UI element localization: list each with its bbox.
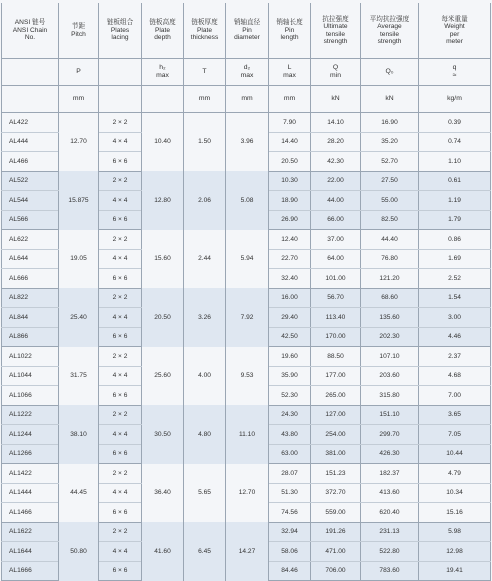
average-tensile-cell: 315.80 xyxy=(361,386,419,406)
plates-lacing-cell: 4 × 4 xyxy=(99,542,142,562)
ultimate-tensile-cell: 191.26 xyxy=(311,522,361,542)
pin-diameter-cell: 7.92 xyxy=(226,288,269,347)
ultimate-tensile-cell: 127.00 xyxy=(311,405,361,425)
symbol-average-tensile: Q₀ xyxy=(361,59,419,86)
plates-lacing-cell: 6 × 6 xyxy=(99,561,142,581)
pin-length-cell: 35.90 xyxy=(269,366,311,386)
pitch-cell: 19.05 xyxy=(59,230,99,289)
chain-number-cell: AL422 xyxy=(2,113,59,133)
chain-number-cell: AL1266 xyxy=(2,444,59,464)
weight-cell: 1.69 xyxy=(419,249,491,269)
plates-lacing-cell: 6 × 6 xyxy=(99,152,142,172)
average-tensile-cell: 620.40 xyxy=(361,503,419,523)
plates-lacing-cell: 4 × 4 xyxy=(99,191,142,211)
plates-lacing-cell: 2 × 2 xyxy=(99,405,142,425)
pin-diameter-cell: 14.27 xyxy=(226,522,269,581)
average-tensile-cell: 68.60 xyxy=(361,288,419,308)
chain-spec-body xyxy=(2,113,491,581)
ultimate-tensile-cell: 170.00 xyxy=(311,327,361,347)
unit-ultimate-tensile: kN xyxy=(311,86,361,113)
chain-spec-table xyxy=(1,3,491,581)
header-pin-diameter: 销轴直径 Pin diameter xyxy=(226,3,269,59)
plates-lacing-cell: 6 × 6 xyxy=(99,386,142,406)
average-tensile-cell: 52.70 xyxy=(361,152,419,172)
table-row xyxy=(2,171,491,191)
plates-lacing-cell: 2 × 2 xyxy=(99,288,142,308)
ultimate-tensile-cell: 14.10 xyxy=(311,113,361,133)
ultimate-tensile-cell: 381.00 xyxy=(311,444,361,464)
average-tensile-cell: 135.60 xyxy=(361,308,419,328)
plate-thickness-cell: 4.80 xyxy=(184,405,226,464)
header-plates-lacing: 链板组合 Plates lacing xyxy=(99,3,142,59)
pin-diameter-cell: 9.53 xyxy=(226,347,269,406)
unit-pin-length: mm xyxy=(269,86,311,113)
unit-plate-thickness: mm xyxy=(184,86,226,113)
plate-thickness-cell: 6.45 xyxy=(184,522,226,581)
weight-cell: 10.44 xyxy=(419,444,491,464)
ultimate-tensile-cell: 66.00 xyxy=(311,210,361,230)
unit-average-tensile: kN xyxy=(361,86,419,113)
plates-lacing-cell: 4 × 4 xyxy=(99,308,142,328)
plate-depth-cell: 15.60 xyxy=(142,230,184,289)
average-tensile-cell: 27.50 xyxy=(361,171,419,191)
ultimate-tensile-cell: 265.00 xyxy=(311,386,361,406)
ultimate-tensile-cell: 44.00 xyxy=(311,191,361,211)
plate-thickness-cell: 4.00 xyxy=(184,347,226,406)
symbol-pitch: P xyxy=(59,59,99,86)
pitch-cell: 15.875 xyxy=(59,171,99,230)
pin-diameter-cell: 5.94 xyxy=(226,230,269,289)
symbol-plate-thickness: T xyxy=(184,59,226,86)
average-tensile-cell: 76.80 xyxy=(361,249,419,269)
plates-lacing-cell: 6 × 6 xyxy=(99,269,142,289)
weight-cell: 5.98 xyxy=(419,522,491,542)
plate-thickness-cell: 5.65 xyxy=(184,464,226,523)
pin-length-cell: 10.30 xyxy=(269,171,311,191)
pitch-cell: 25.40 xyxy=(59,288,99,347)
weight-cell: 2.37 xyxy=(419,347,491,367)
chain-number-cell: AL1622 xyxy=(2,522,59,542)
chain-number-cell: AL466 xyxy=(2,152,59,172)
ultimate-tensile-cell: 56.70 xyxy=(311,288,361,308)
pitch-cell: 38.10 xyxy=(59,405,99,464)
weight-cell: 1.19 xyxy=(419,191,491,211)
average-tensile-cell: 107.10 xyxy=(361,347,419,367)
chain-number-cell: AL566 xyxy=(2,210,59,230)
pin-length-cell: 18.90 xyxy=(269,191,311,211)
pin-length-cell: 32.40 xyxy=(269,269,311,289)
plates-lacing-cell: 4 × 4 xyxy=(99,132,142,152)
symbol-ultimate-tensile: Q min xyxy=(311,59,361,86)
pitch-cell: 12.70 xyxy=(59,113,99,172)
plates-lacing-cell: 6 × 6 xyxy=(99,503,142,523)
ultimate-tensile-cell: 372.70 xyxy=(311,483,361,503)
plate-depth-cell: 30.50 xyxy=(142,405,184,464)
chain-number-cell: AL666 xyxy=(2,269,59,289)
weight-cell: 4.79 xyxy=(419,464,491,484)
weight-cell: 4.46 xyxy=(419,327,491,347)
pin-length-cell: 26.90 xyxy=(269,210,311,230)
average-tensile-cell: 182.37 xyxy=(361,464,419,484)
header-ultimate-tensile: 抗拉强度 Ultimate tensile strength xyxy=(311,3,361,59)
ultimate-tensile-cell: 101.00 xyxy=(311,269,361,289)
plates-lacing-cell: 6 × 6 xyxy=(99,210,142,230)
pin-length-cell: 20.50 xyxy=(269,152,311,172)
pin-length-cell: 22.70 xyxy=(269,249,311,269)
weight-cell: 15.16 xyxy=(419,503,491,523)
pin-length-cell: 84.46 xyxy=(269,561,311,581)
plate-thickness-cell: 2.44 xyxy=(184,230,226,289)
plates-lacing-cell: 2 × 2 xyxy=(99,347,142,367)
pin-length-cell: 32.94 xyxy=(269,522,311,542)
table-row xyxy=(2,230,491,250)
average-tensile-cell: 55.00 xyxy=(361,191,419,211)
average-tensile-cell: 82.50 xyxy=(361,210,419,230)
header-chain-no: ANSI 链号 ANSI Chain No. xyxy=(2,3,59,59)
ultimate-tensile-cell: 471.00 xyxy=(311,542,361,562)
symbol-lacing xyxy=(99,59,142,86)
weight-cell: 1.79 xyxy=(419,210,491,230)
chain-number-cell: AL1466 xyxy=(2,503,59,523)
plate-depth-cell: 20.50 xyxy=(142,288,184,347)
plate-depth-cell: 10.40 xyxy=(142,113,184,172)
weight-cell: 4.68 xyxy=(419,366,491,386)
average-tensile-cell: 413.60 xyxy=(361,483,419,503)
weight-cell: 1.54 xyxy=(419,288,491,308)
plates-lacing-cell: 4 × 4 xyxy=(99,366,142,386)
plates-lacing-cell: 6 × 6 xyxy=(99,444,142,464)
table-row xyxy=(2,288,491,308)
unit-lacing xyxy=(99,86,142,113)
plate-depth-cell: 41.60 xyxy=(142,522,184,581)
header-pin-length: 销轴长度 Pin length xyxy=(269,3,311,59)
unit-chain-no xyxy=(2,86,59,113)
chain-number-cell: AL522 xyxy=(2,171,59,191)
weight-cell: 0.39 xyxy=(419,113,491,133)
plates-lacing-cell: 2 × 2 xyxy=(99,113,142,133)
table-row xyxy=(2,405,491,425)
average-tensile-cell: 299.70 xyxy=(361,425,419,445)
weight-cell: 3.65 xyxy=(419,405,491,425)
weight-cell: 0.74 xyxy=(419,132,491,152)
plate-depth-cell: 25.60 xyxy=(142,347,184,406)
unit-pin-diameter: mm xyxy=(226,86,269,113)
weight-cell: 7.05 xyxy=(419,425,491,445)
chain-number-cell: AL622 xyxy=(2,230,59,250)
table-row xyxy=(2,347,491,367)
unit-plate-depth xyxy=(142,86,184,113)
header-pitch: 节距 Pitch xyxy=(59,3,99,59)
table-row xyxy=(2,113,491,133)
chain-number-cell: AL844 xyxy=(2,308,59,328)
pin-length-cell: 43.80 xyxy=(269,425,311,445)
plate-thickness-cell: 1.50 xyxy=(184,113,226,172)
header-weight: 每米重量 Weight per meter xyxy=(419,3,491,59)
chain-number-cell: AL1022 xyxy=(2,347,59,367)
ultimate-tensile-cell: 42.30 xyxy=(311,152,361,172)
pin-diameter-cell: 12.70 xyxy=(226,464,269,523)
weight-cell: 1.10 xyxy=(419,152,491,172)
symbol-pin-diameter: d₂ max xyxy=(226,59,269,86)
unit-weight: kg/m xyxy=(419,86,491,113)
header-plate-depth: 链板高度 Plate depth xyxy=(142,3,184,59)
weight-cell: 0.61 xyxy=(419,171,491,191)
plates-lacing-cell: 4 × 4 xyxy=(99,425,142,445)
weight-cell: 7.00 xyxy=(419,386,491,406)
symbol-plate-depth: h₂ max xyxy=(142,59,184,86)
header-names-row xyxy=(2,3,491,59)
chain-number-cell: AL1244 xyxy=(2,425,59,445)
plates-lacing-cell: 2 × 2 xyxy=(99,464,142,484)
unit-pitch: mm xyxy=(59,86,99,113)
header-symbols-row xyxy=(2,59,491,86)
plates-lacing-cell: 2 × 2 xyxy=(99,522,142,542)
plate-thickness-cell: 2.06 xyxy=(184,171,226,230)
chain-number-cell: AL1044 xyxy=(2,366,59,386)
chain-number-cell: AL1222 xyxy=(2,405,59,425)
pin-length-cell: 58.06 xyxy=(269,542,311,562)
table-row xyxy=(2,464,491,484)
ultimate-tensile-cell: 151.23 xyxy=(311,464,361,484)
pin-length-cell: 29.40 xyxy=(269,308,311,328)
ultimate-tensile-cell: 254.00 xyxy=(311,425,361,445)
average-tensile-cell: 231.13 xyxy=(361,522,419,542)
chain-spec-table-container xyxy=(1,3,490,581)
ultimate-tensile-cell: 113.40 xyxy=(311,308,361,328)
plates-lacing-cell: 4 × 4 xyxy=(99,483,142,503)
plates-lacing-cell: 2 × 2 xyxy=(99,230,142,250)
pitch-cell: 50.80 xyxy=(59,522,99,581)
ultimate-tensile-cell: 559.00 xyxy=(311,503,361,523)
pin-length-cell: 63.00 xyxy=(269,444,311,464)
chain-number-cell: AL1644 xyxy=(2,542,59,562)
weight-cell: 0.86 xyxy=(419,230,491,250)
average-tensile-cell: 202.30 xyxy=(361,327,419,347)
pin-length-cell: 24.30 xyxy=(269,405,311,425)
chain-number-cell: AL1444 xyxy=(2,483,59,503)
pin-length-cell: 51.30 xyxy=(269,483,311,503)
ultimate-tensile-cell: 22.00 xyxy=(311,171,361,191)
chain-number-cell: AL866 xyxy=(2,327,59,347)
average-tensile-cell: 44.40 xyxy=(361,230,419,250)
pin-length-cell: 52.30 xyxy=(269,386,311,406)
pin-diameter-cell: 3.96 xyxy=(226,113,269,172)
ultimate-tensile-cell: 37.00 xyxy=(311,230,361,250)
pin-length-cell: 7.90 xyxy=(269,113,311,133)
ultimate-tensile-cell: 28.20 xyxy=(311,132,361,152)
symbol-weight: q ≈ xyxy=(419,59,491,86)
average-tensile-cell: 522.80 xyxy=(361,542,419,562)
header-plate-thickness: 链板厚度 Plate thickness xyxy=(184,3,226,59)
pin-length-cell: 12.40 xyxy=(269,230,311,250)
average-tensile-cell: 203.60 xyxy=(361,366,419,386)
pin-length-cell: 28.07 xyxy=(269,464,311,484)
ultimate-tensile-cell: 177.00 xyxy=(311,366,361,386)
pin-length-cell: 42.50 xyxy=(269,327,311,347)
symbol-chain-no xyxy=(2,59,59,86)
chain-number-cell: AL1422 xyxy=(2,464,59,484)
average-tensile-cell: 426.30 xyxy=(361,444,419,464)
table-row xyxy=(2,522,491,542)
weight-cell: 19.41 xyxy=(419,561,491,581)
chain-number-cell: AL444 xyxy=(2,132,59,152)
header-average-tensile: 平均抗拉强度 Average tensile strength xyxy=(361,3,419,59)
header-units-row xyxy=(2,86,491,113)
average-tensile-cell: 16.90 xyxy=(361,113,419,133)
chain-number-cell: AL1066 xyxy=(2,386,59,406)
ultimate-tensile-cell: 88.50 xyxy=(311,347,361,367)
chain-number-cell: AL544 xyxy=(2,191,59,211)
weight-cell: 12.98 xyxy=(419,542,491,562)
pin-length-cell: 74.56 xyxy=(269,503,311,523)
chain-number-cell: AL1666 xyxy=(2,561,59,581)
weight-cell: 10.34 xyxy=(419,483,491,503)
plate-depth-cell: 36.40 xyxy=(142,464,184,523)
pin-length-cell: 19.60 xyxy=(269,347,311,367)
plates-lacing-cell: 2 × 2 xyxy=(99,171,142,191)
weight-cell: 2.52 xyxy=(419,269,491,289)
chain-number-cell: AL644 xyxy=(2,249,59,269)
plate-thickness-cell: 3.26 xyxy=(184,288,226,347)
pin-length-cell: 16.00 xyxy=(269,288,311,308)
average-tensile-cell: 783.60 xyxy=(361,561,419,581)
pitch-cell: 44.45 xyxy=(59,464,99,523)
ultimate-tensile-cell: 706.00 xyxy=(311,561,361,581)
plate-depth-cell: 12.80 xyxy=(142,171,184,230)
average-tensile-cell: 151.10 xyxy=(361,405,419,425)
pin-diameter-cell: 5.08 xyxy=(226,171,269,230)
average-tensile-cell: 121.20 xyxy=(361,269,419,289)
chain-number-cell: AL822 xyxy=(2,288,59,308)
pitch-cell: 31.75 xyxy=(59,347,99,406)
symbol-pin-length: L max xyxy=(269,59,311,86)
average-tensile-cell: 35.20 xyxy=(361,132,419,152)
plates-lacing-cell: 6 × 6 xyxy=(99,327,142,347)
ultimate-tensile-cell: 64.00 xyxy=(311,249,361,269)
weight-cell: 3.00 xyxy=(419,308,491,328)
plates-lacing-cell: 4 × 4 xyxy=(99,249,142,269)
pin-diameter-cell: 11.10 xyxy=(226,405,269,464)
pin-length-cell: 14.40 xyxy=(269,132,311,152)
